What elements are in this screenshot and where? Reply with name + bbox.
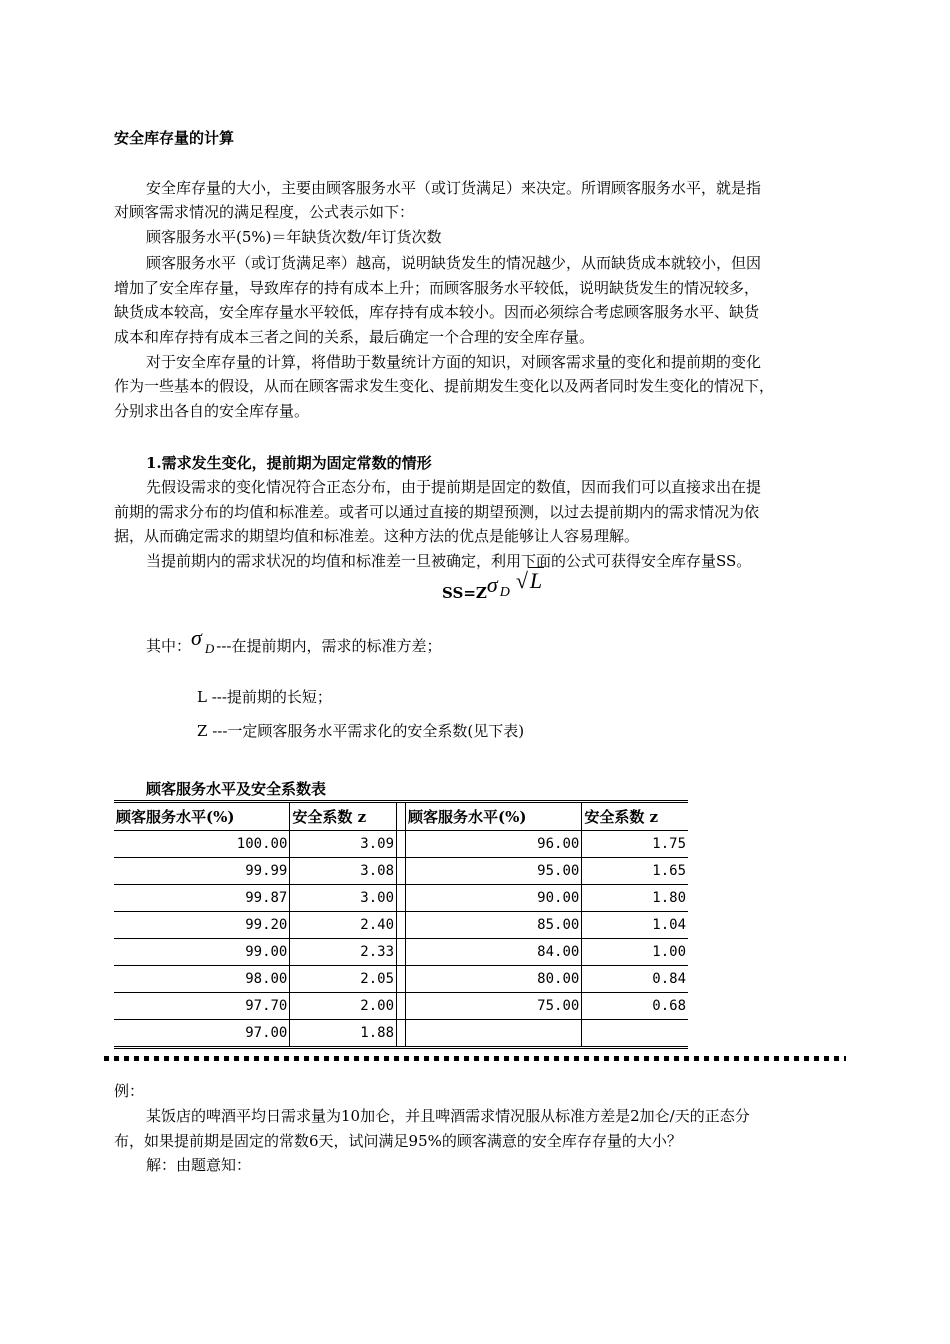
table-header-row [114, 802, 688, 831]
table-row: 97.70 2.00 75.00 0.68 [114, 993, 688, 1020]
service-level-formula: 顾客服务水平(5%)＝年缺货次数/年订货次数 [146, 228, 442, 246]
sigma-symbol: σ [486, 572, 498, 597]
example-label: 例： [114, 1082, 145, 1100]
example-solution: 解：由题意知： [146, 1156, 252, 1174]
paragraph-line: 顾客服务水平（或订货满足率）越高，说明缺货发生的情况越少，从而缺货成本就较小，但因 [146, 254, 762, 272]
paragraph-line: 分别求出各自的安全库存量。 [114, 402, 310, 420]
paragraph-line: 当提前期内的需求状况的均值和标准差一旦被确定，利用下面的公式可获得安全库存量SS。 [146, 552, 752, 570]
example-line: 某饭店的啤酒平均日需求量为10加仑，并且啤酒需求情况服从标准方差是2加仑/天的正态分 [146, 1107, 750, 1125]
paragraph-line: 据，从而确定需求的期望均值和标准差。这种方法的优点是能够让人容易理解。 [114, 527, 640, 545]
sqrt-symbol: √L [515, 568, 543, 593]
table-row: 97.00 1.88 [114, 1020, 688, 1048]
example-line: 布，如果提前期是固定的常数6天，试问满足95%的顾客满意的安全库存存量的大小？ [114, 1132, 682, 1150]
safety-stock-formula [442, 568, 544, 604]
table-row: 99.99 3.08 95.00 1.65 [114, 858, 688, 885]
sigma-symbol: σ [191, 625, 202, 650]
header-safety-factor: 安全系数 z [582, 802, 688, 831]
header-service-level: 顾客服务水平(%) [405, 802, 581, 831]
table-row: 98.00 2.05 80.00 0.84 [114, 966, 688, 993]
table-title: 顾客服务水平及安全系数表 [146, 780, 327, 798]
header-service-level: 顾客服务水平(%) [114, 802, 290, 831]
paragraph-line: 对于安全库存量的计算，将借助于数量统计方面的知识，对顾客需求量的变化和提前期的变化 [146, 353, 762, 371]
definition-z: Z ---一定顾客服务水平需求化的安全系数(见下表) [197, 722, 525, 740]
table-row: 99.87 3.00 90.00 1.80 [114, 885, 688, 912]
paragraph-line: 缺货成本较高，安全库存量水平较低，库存持有成本较小。因而必须综合考虑顾客服务水平、缺货 [114, 303, 760, 321]
table-row: 99.00 2.33 84.00 1.00 [114, 939, 688, 966]
sigma-subscript: D [499, 585, 510, 600]
paragraph-line: 增加了安全库存量，导致库存的持有成本上升；而顾客服务水平较低，说明缺货发生的情况较多， [114, 279, 760, 297]
sqrt-variable: L [529, 568, 543, 593]
definition-sigma: 其中：σ D ---在提前期内，需求的标准方差； [146, 625, 442, 656]
safety-coefficient-table [114, 800, 688, 1049]
definition-l: L ---提前期的长短； [197, 688, 332, 706]
paragraph-line: 作为一些基本的假设，从而在顾客需求发生变化、提前期发生变化以及两者同时发生变化的情况下， [114, 377, 775, 395]
paragraph-line: 成本和库存持有成本三者之间的关系，最后确定一个合理的安全库存量。 [114, 328, 595, 346]
paragraph-line: 前期的需求分布的均值和标准差。或者可以通过直接的期望预测，以过去提前期内的需求情况为依 [114, 503, 760, 521]
formula-prefix: SS=Z [442, 584, 487, 602]
sigma-subscript: D [204, 641, 215, 656]
header-safety-factor: 安全系数 z [290, 802, 397, 831]
dotted-divider [104, 1056, 846, 1061]
paragraph-line: 安全库存量的大小，主要由顾客服务水平（或订货满足）来决定。所谓顾客服务水平，就是指 [146, 179, 762, 197]
section-heading: 1.需求发生变化，提前期为固定常数的情形 [146, 454, 432, 472]
table-row: 100.00 3.09 96.00 1.75 [114, 831, 688, 858]
table-row: 99.20 2.40 85.00 1.04 [114, 912, 688, 939]
paragraph-line: 对顾客需求情况的满足程度，公式表示如下： [114, 203, 415, 221]
paragraph-line: 先假设需求的变化情况符合正态分布，由于提前期是固定的数值，因而我们可以直接求出在提 [146, 478, 762, 496]
page-title: 安全库存量的计算 [114, 129, 235, 147]
